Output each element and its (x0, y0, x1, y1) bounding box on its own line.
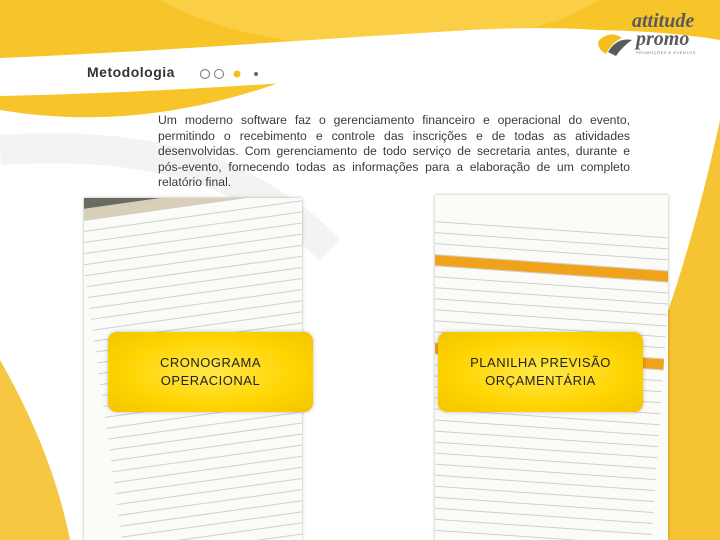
card-label-line2: ORÇAMENTÁRIA (485, 373, 596, 388)
cronograma-operacional-card[interactable] (108, 332, 313, 412)
section-title: Metodologia (87, 64, 175, 80)
card-label-line1: CRONOGRAMA (159, 355, 262, 370)
logo-tagline: PROMOÇÕES E EVENTOS (636, 50, 696, 55)
bottom-left-swoosh (0, 360, 70, 540)
planilha-previsao-orcamentaria-card[interactable] (438, 332, 643, 412)
step-dots-icon (199, 67, 269, 81)
logo-wordmark: attitude promo (632, 10, 695, 50)
card-label-line2: OPERACIONAL (160, 373, 261, 388)
card-label-line1: PLANILHA PREVISÃO (470, 355, 611, 370)
description-paragraph: Um moderno software faz o gerenciamento financeiro e operacional do evento, permitindo o recebimento e controle das inscrições e de todas as atividades desenvolvidas. Com gerenciamento de todo serviço de secretaria antes, durante e pós-evento, fornecendo todas as informações para a elaboração de um completo relatório final. (158, 113, 630, 189)
